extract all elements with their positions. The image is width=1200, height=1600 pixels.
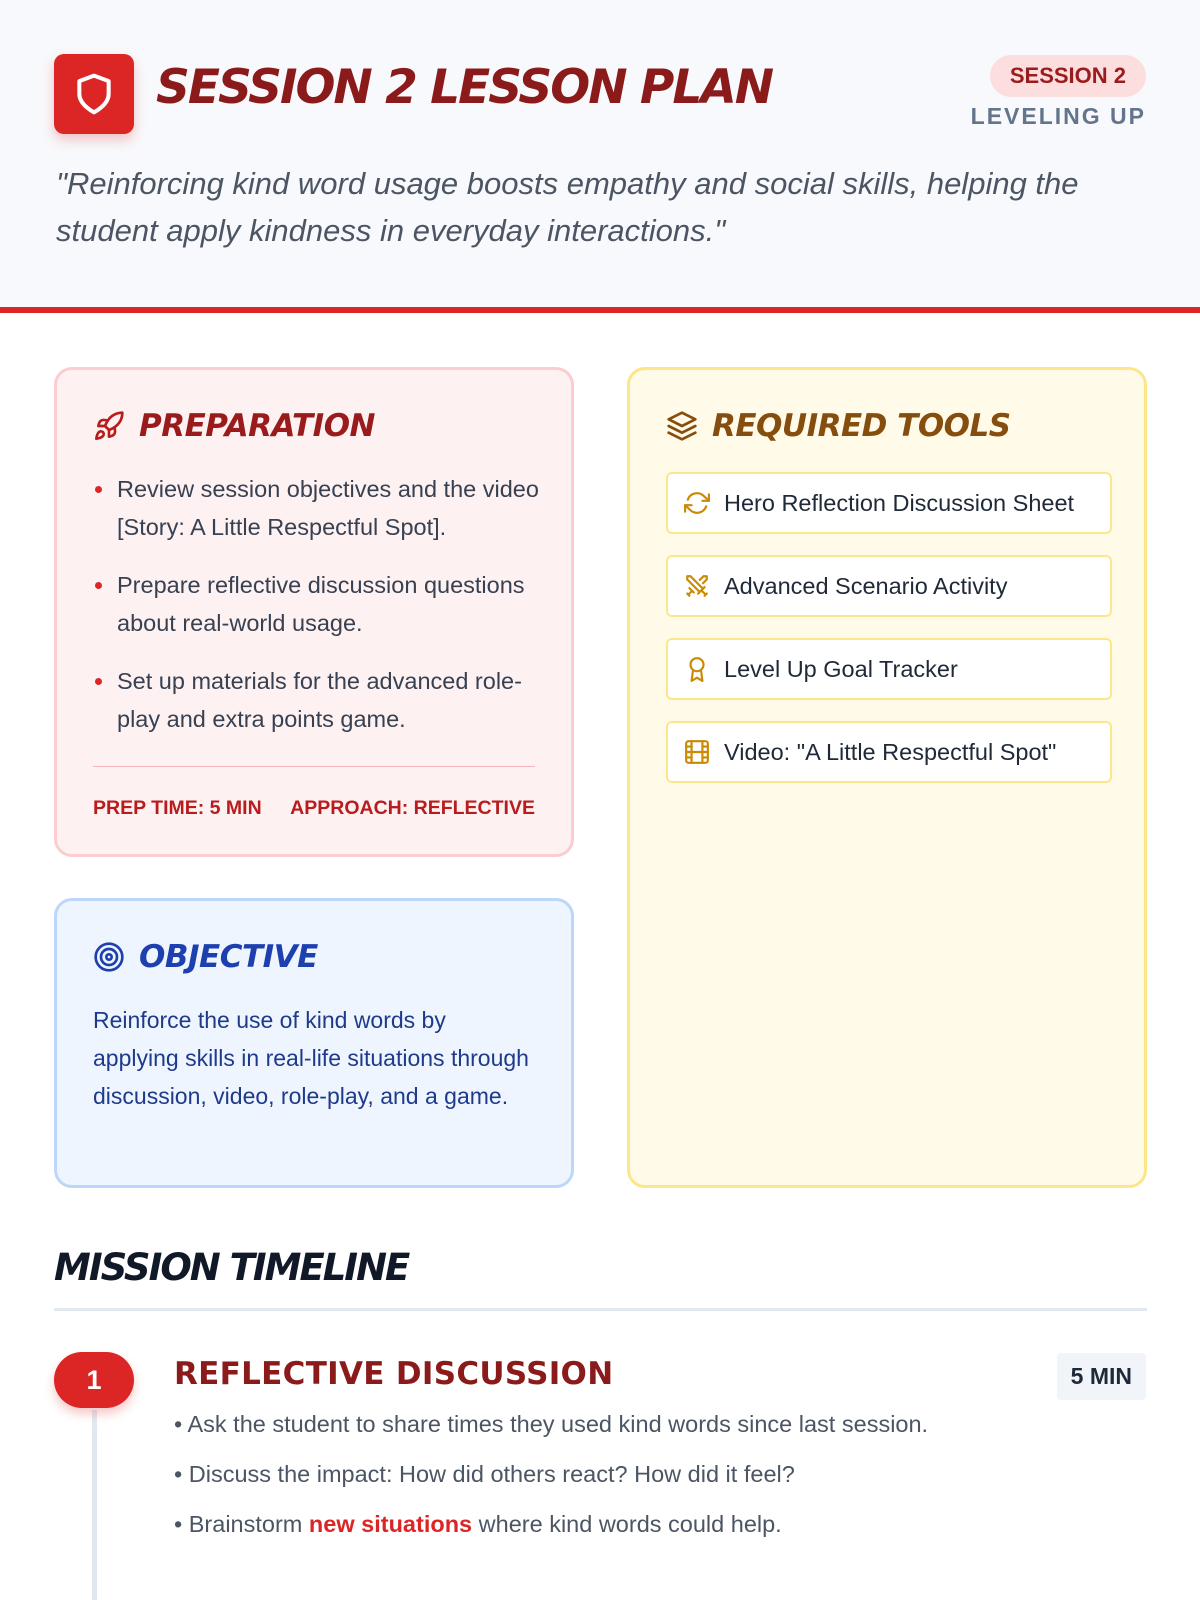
timeline-connector: [92, 1410, 97, 1600]
step-items: [174, 1409, 1134, 1559]
tool-item: [666, 638, 1112, 700]
step-item-text: where kind words could help.: [472, 1511, 782, 1537]
prep-approach: APPROACH: REFLECTIVE: [290, 797, 535, 819]
tool-label: Advanced Scenario Activity: [724, 572, 1008, 599]
step-title: REFLECTIVE DISCUSSION: [174, 1356, 614, 1392]
step-item-highlight: new situations: [308, 1511, 473, 1537]
session-subtitle: LEVELING UP: [970, 103, 1146, 129]
page-header: [0, 0, 1200, 313]
timeline-divider: [54, 1308, 1147, 1311]
tool-item: [666, 555, 1112, 617]
tool-label: Hero Reflection Discussion Sheet: [724, 489, 1075, 516]
target-icon: [93, 941, 125, 973]
preparation-list: [93, 470, 553, 758]
film-icon: [684, 739, 710, 765]
swords-icon: [684, 573, 710, 599]
objective-card: [54, 898, 574, 1188]
list-item: Review session objectives and the video [Story: A Little Respectful Spot].: [93, 470, 553, 546]
rocket-icon: [93, 410, 125, 442]
objective-text: Reinforce the use of kind words by applying skills in real-life situations through discussion, video, role-play, and a game.: [93, 1007, 529, 1109]
tools-header: [666, 408, 1011, 444]
page-title: SESSION 2 LESSON PLAN: [156, 60, 773, 115]
header-quote: "Reinforcing kind word usage boosts empathy and social skills, helping the student apply kindness in everyday interactions.": [56, 166, 1079, 248]
refresh-icon: [684, 490, 710, 516]
divider: [93, 766, 535, 767]
shield-icon: [72, 72, 116, 116]
tool-item: [666, 472, 1112, 534]
shield-logo: [54, 54, 134, 134]
preparation-heading: PREPARATION: [139, 408, 376, 444]
step-item: [174, 1509, 1134, 1540]
objective-header: [93, 939, 318, 975]
list-item: Set up materials for the advanced role-play and extra points game.: [93, 662, 553, 738]
step-item: • Discuss the impact: How did others react? How did it feel?: [174, 1461, 795, 1487]
award-icon: [684, 656, 710, 682]
layers-icon: [666, 410, 698, 442]
list-item: Prepare reflective discussion questions about real-world usage.: [93, 566, 553, 642]
step-item-text: • Brainstorm: [174, 1511, 309, 1537]
tool-label: Video: "A Little Respectful Spot": [724, 738, 1057, 765]
tool-item: [666, 721, 1112, 783]
prep-time: PREP TIME: 5 MIN: [93, 797, 262, 819]
preparation-meta: [93, 797, 535, 820]
preparation-header: [93, 408, 375, 444]
tools-heading: REQUIRED TOOLS: [712, 408, 1011, 444]
session-badge: SESSION 2: [990, 55, 1146, 97]
step-duration-badge: 5 MIN: [1057, 1353, 1146, 1400]
timeline-heading: MISSION TIMELINE: [54, 1246, 409, 1289]
required-tools-card: [627, 367, 1147, 1188]
step-number: 1: [54, 1352, 134, 1408]
objective-heading: OBJECTIVE: [139, 939, 318, 975]
tool-label: Level Up Goal Tracker: [724, 655, 958, 682]
step-item: • Ask the student to share times they used kind words since last session.: [174, 1411, 929, 1437]
tools-list: [666, 472, 1112, 804]
preparation-card: [54, 367, 574, 857]
